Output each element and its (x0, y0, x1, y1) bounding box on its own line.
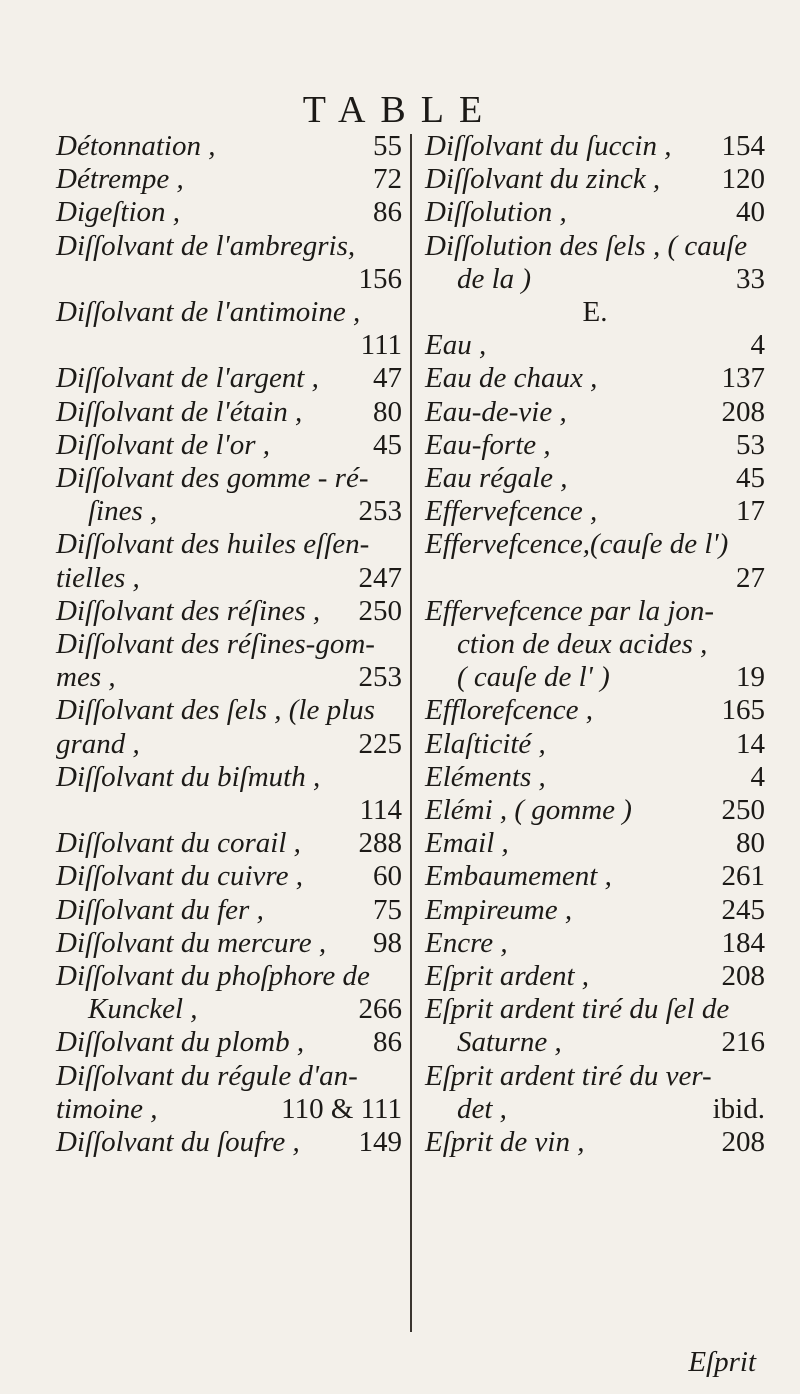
index-term: Diſſolvant de l'argent , (56, 362, 319, 395)
index-column-right (425, 130, 765, 1159)
index-entry (56, 263, 402, 296)
index-term: Diſſolvant du plomb , (56, 1026, 305, 1059)
page-number: 33 (736, 262, 765, 295)
page-number: 72 (373, 163, 402, 196)
index-term: Diſſolvant de l'or , (56, 428, 271, 461)
index-entry (425, 130, 765, 163)
index-entry (425, 495, 765, 528)
index-term: Diſſolvant du phoſphore de (56, 960, 370, 993)
index-term: ( cauſe de l' ) (457, 661, 610, 694)
index-entry (425, 628, 765, 661)
page-number: 184 (721, 926, 765, 959)
index-term: de la ) (457, 262, 532, 295)
page-number: 86 (373, 1026, 402, 1059)
catchword: Eſprit (688, 1346, 756, 1378)
index-term (56, 329, 63, 361)
page-number: 40 (736, 196, 765, 229)
index-term: Diſſolvant de l'ambregris, (56, 229, 356, 262)
index-entry (56, 694, 402, 727)
index-term: Elaſticité , (425, 727, 546, 760)
index-entry (425, 329, 765, 362)
index-entry (56, 628, 402, 661)
index-entry (56, 761, 402, 794)
page-number: 4 (750, 760, 765, 793)
index-entry (56, 362, 402, 395)
index-entry (425, 694, 765, 727)
index-term: Elémi , ( gomme ) (425, 794, 632, 827)
index-entry (425, 429, 765, 462)
index-entry (56, 894, 402, 927)
index-term: Diſſolvant de l'étain , (56, 395, 303, 428)
index-entry (425, 728, 765, 761)
index-entry (56, 1026, 402, 1059)
index-entry (425, 196, 765, 229)
index-entry (56, 993, 402, 1026)
page-number: 4 (750, 329, 765, 362)
index-term: Effervefcence,(cauſe de l') (425, 528, 729, 561)
index-term: Diſſolvant du ſoufre , (56, 1126, 300, 1159)
page-number: 216 (721, 1026, 765, 1059)
index-entry (425, 960, 765, 993)
index-entry (56, 794, 402, 827)
page-number: 80 (736, 827, 765, 860)
index-entry (56, 1093, 402, 1126)
page-number: 247 (358, 561, 402, 594)
index-term: Diſſolvant des gomme - ré- (56, 462, 369, 495)
index-term: Détonnation , (56, 130, 216, 162)
index-term: Eau-forte , (425, 428, 551, 461)
index-entry (425, 296, 765, 329)
index-entry (56, 329, 402, 362)
index-term: Diſſolution des ſels , ( cauſe (425, 229, 748, 262)
page-number: 250 (721, 794, 765, 827)
page-number: 19 (736, 661, 765, 694)
page-number: 266 (358, 993, 402, 1026)
page-number: 120 (721, 163, 765, 196)
index-entry (425, 562, 765, 595)
index-term: Diſſolvant du fer , (56, 893, 264, 926)
index-term: Eléments , (425, 760, 546, 793)
index-term: Diſſolution , (425, 196, 567, 229)
page-number: 245 (721, 893, 765, 926)
index-entry (56, 562, 402, 595)
index-term: Effervefcence , (425, 495, 598, 528)
index-term: det , (457, 1092, 507, 1125)
index-term: Diſſolvant du cuivre , (56, 860, 303, 893)
index-entry (56, 860, 402, 893)
index-term: Kunckel , (88, 993, 198, 1026)
index-term (425, 562, 432, 594)
index-term: Diſſolvant du mercure , (56, 926, 327, 959)
index-term: Eſprit de vin , (425, 1126, 585, 1159)
index-entry (425, 1126, 765, 1159)
page-number: 250 (358, 594, 402, 627)
index-term: Eſprit ardent , (425, 960, 590, 993)
index-term: Eau de chaux , (425, 362, 598, 395)
letter-heading: E. (582, 296, 608, 329)
page-number: 86 (373, 196, 402, 229)
index-entry (425, 230, 765, 263)
page-number: 137 (721, 362, 765, 395)
index-term: Eſprit ardent tiré du ſel de (425, 993, 730, 1026)
index-entry (56, 396, 402, 429)
index-term: Digeſtion , (56, 196, 181, 229)
index-entry (56, 296, 402, 329)
index-term (56, 794, 63, 826)
page-number: ibid. (712, 1092, 765, 1125)
index-entry (425, 827, 765, 860)
index-term: Embaumement , (425, 860, 612, 893)
page-number: 288 (358, 827, 402, 860)
index-entry (425, 595, 765, 628)
index-term: Détrempe , (56, 163, 184, 196)
index-term: Diſſolvant des réſines-gom- (56, 628, 375, 661)
index-entry (56, 429, 402, 462)
index-term: Encre , (425, 926, 508, 959)
index-entry (425, 860, 765, 893)
index-entry (56, 960, 402, 993)
page-title: TABLE (302, 89, 498, 131)
page-number: 53 (736, 428, 765, 461)
index-term: Eau-de-vie , (425, 395, 567, 428)
page-number: 14 (736, 727, 765, 760)
index-term: Eau régale , (425, 462, 568, 495)
index-term: ction de deux acides , (457, 628, 708, 661)
index-entry (425, 462, 765, 495)
index-entry (56, 495, 402, 528)
index-entry (56, 528, 402, 561)
page-number: 111 (360, 329, 402, 362)
index-entry (425, 894, 765, 927)
page-number: 45 (736, 462, 765, 495)
page-number: 75 (373, 893, 402, 926)
index-term: Diſſolvant des ſels , (le plus (56, 694, 375, 727)
index-entry (56, 462, 402, 495)
index-term: Diſſolvant des réſines , (56, 594, 321, 627)
index-entry (56, 595, 402, 628)
index-entry (425, 1093, 765, 1126)
column-divider (410, 134, 412, 1332)
page-number: 154 (721, 130, 765, 162)
page-number: 165 (721, 694, 765, 727)
index-term: Diſſolvant du régule d'an- (56, 1059, 358, 1092)
index-entry (425, 163, 765, 196)
index-entry (56, 661, 402, 694)
index-term: Diſſolvant du biſmuth , (56, 760, 321, 793)
index-entry (425, 761, 765, 794)
index-entry (425, 263, 765, 296)
index-entry (425, 362, 765, 395)
index-entry (56, 728, 402, 761)
page-number: 253 (358, 661, 402, 694)
index-entry (425, 927, 765, 960)
index-entry (425, 1026, 765, 1059)
page-number: 80 (373, 395, 402, 428)
index-entry (56, 130, 402, 163)
page-number: 261 (721, 860, 765, 893)
index-term: Diſſolvant de l'antimoine , (56, 296, 361, 329)
index-term: Eſprit ardent tiré du ver- (425, 1059, 712, 1092)
index-term: ſines , (88, 495, 158, 528)
index-term: Efflorefcence , (425, 694, 594, 727)
page-number: 17 (736, 495, 765, 528)
page-number: 225 (358, 727, 402, 760)
index-entry (425, 794, 765, 827)
index-term: Diſſolvant des huiles eſſen- (56, 528, 370, 561)
page-number: 110 & 111 (281, 1092, 402, 1125)
page-number: 208 (721, 395, 765, 428)
index-term: Effervefcence par la jon- (425, 594, 715, 627)
index-term: timoine , (56, 1092, 158, 1125)
index-term: grand , (56, 727, 140, 760)
page-number: 156 (358, 262, 402, 295)
page-number: 208 (721, 1126, 765, 1159)
index-entry (56, 230, 402, 263)
index-entry (425, 661, 765, 694)
page-number: 55 (373, 130, 402, 162)
page-number: 47 (373, 362, 402, 395)
page-number: 253 (358, 495, 402, 528)
index-entry (425, 993, 765, 1026)
index-term: Eau , (425, 329, 487, 362)
index-term: Email , (425, 827, 509, 860)
index-entry (425, 1060, 765, 1093)
index-entry (56, 196, 402, 229)
index-entry (425, 528, 765, 561)
index-term (56, 263, 63, 295)
index-entry (56, 1126, 402, 1159)
index-entry (56, 827, 402, 860)
page-number: 208 (721, 960, 765, 993)
page-number: 114 (359, 794, 402, 827)
index-entry (56, 1060, 402, 1093)
index-term: Empireume , (425, 893, 573, 926)
page-number: 98 (373, 926, 402, 959)
index-term: tielles , (56, 561, 140, 594)
index-column-left (56, 130, 402, 1159)
index-term: Diſſolvant du zinck , (425, 163, 661, 196)
index-entry (425, 396, 765, 429)
page-number: 45 (373, 428, 402, 461)
index-term: Diſſolvant du corail , (56, 827, 301, 860)
index-entry (56, 927, 402, 960)
page-number: 149 (358, 1126, 402, 1159)
index-term: mes , (56, 661, 116, 694)
index-term: Diſſolvant du ſuccin , (425, 130, 672, 162)
index-term: Saturne , (457, 1026, 562, 1059)
page-number: 60 (373, 860, 402, 893)
index-entry (56, 163, 402, 196)
page-number: 27 (736, 561, 765, 594)
